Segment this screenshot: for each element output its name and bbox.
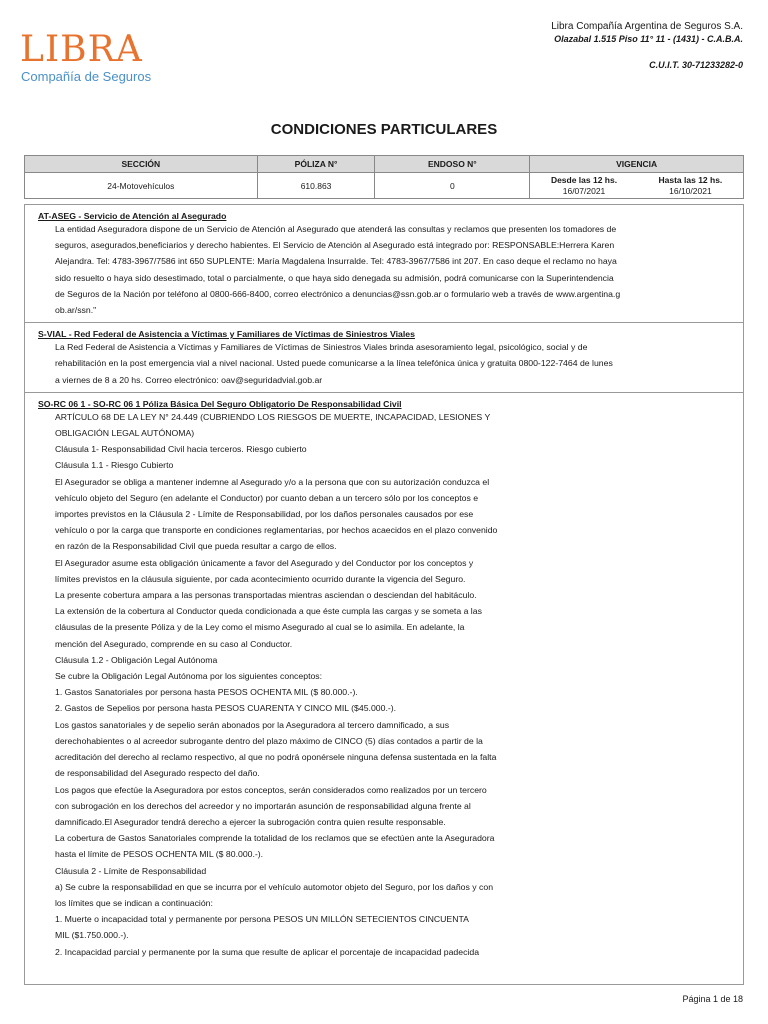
hasta-label: Hasta las 12 hs. [658, 174, 723, 185]
text-line: El Asegurador asume esta obligación únicamente a favor del Asegurado y del Conductor por los conceptos y [55, 557, 474, 568]
text-line: MIL ($1.750.000.-). [55, 930, 129, 941]
text-line: La cobertura de Gastos Sanatoriales comprende la totalidad de los reclamos que se efectúen ante la Aseguradora [55, 833, 495, 844]
text-line: Los pagos que efectúe la Aseguradora por estos conceptos, serán considerados como realizados por un tercero [55, 784, 487, 795]
header-poliza: PÓLIZA N° [257, 156, 375, 173]
text-line: rehabilitación en la post emergencia vial a nivel nacional. Usted puede comunicarse a la línea telefónica única y gratuita 0800-122-7464 de lunes [55, 358, 613, 369]
text-line: Cláusula 1.1 - Riesgo Cubierto [55, 460, 174, 471]
desde-label: Desde las 12 hs. [550, 174, 618, 185]
company-cuit: C.U.I.T. 30-71233282-0 [649, 60, 743, 70]
cell-poliza: 610.863 [257, 173, 375, 199]
text-line: mención del Asegurado, comprende en su caso al Conductor. [55, 638, 293, 649]
policy-table-header-row [25, 156, 744, 173]
logo-wordmark: LIBRA [20, 29, 143, 70]
section-title: SO-RC 06 1 - SO-RC 06 1 Póliza Básica Del Seguro Obligatorio De Responsabilidad Civil [38, 398, 402, 409]
page-title: CONDICIONES PARTICULARES [270, 121, 498, 138]
section-title: S-VIAL - Red Federal de Asistencia a Víctimas y Familiares de Víctimas de Siniestros Viales [38, 329, 415, 340]
text-line: a) Se cubre la responsabilidad en que se incurra por el vehículo automotor objeto del Seguro, por los daños y con [55, 881, 494, 892]
text-line: hasta el límite de PESOS OCHENTA MIL ($ 80.000.-). [55, 849, 264, 860]
text-line: 2. Incapacidad parcial y permanente por la suma que resulte de aplicar el porcentaje de incapacidad padecida [55, 946, 480, 957]
text-line: Cláusula 1.2 - Obligación Legal Autónoma [55, 654, 218, 665]
text-line: cláusulas de la presente Póliza y de la Ley como el mismo Asegurado al cual se lo asimila. En adelante, la [55, 622, 465, 633]
section-body [25, 339, 743, 388]
text-line: 1. Muerte o incapacidad total y permanente por persona PESOS UN MILLÓN SETECIENTOS CINCUENTA [55, 914, 469, 925]
text-line: derechohabientes o al acreedor subrogante dentro del plazo máximo de CINCO (5) días contados a partir de la [55, 735, 483, 746]
text-line: acreditación del derecho al reclamo respectivo, al que no podrá oponérsele ninguna defensa sustentada en la falta [55, 752, 497, 763]
section-s-vial [25, 322, 743, 388]
text-line: Alejandra. Tel: 4783-3967/7586 int 650 SUPLENTE: María Magdalena Insurralde. Tel: 4783-3967/7586 int 207. En caso deque el reclamo no haya [55, 256, 617, 267]
text-line: La Red Federal de Asistencia a Víctimas y Familiares de Víctimas de Siniestros Viales brinda asesoramiento legal, psicológico, social y de [55, 342, 588, 353]
conditions-content [24, 204, 744, 985]
section-at-aseg [25, 205, 743, 318]
vigencia-desde [551, 175, 617, 197]
section-body [25, 409, 743, 960]
text-line: a viernes de 8 a 20 hs. Correo electrónico: oav@seguridadvial.gob.ar [55, 374, 323, 385]
cell-endoso: 0 [375, 173, 530, 199]
company-name: Libra Compañía Argentina de Seguros S.A. [551, 21, 743, 32]
text-line: OBLIGACIÓN LEGAL AUTÓNOMA) [55, 428, 195, 439]
text-line: damnificado.El Asegurador tendrá derecho a ejercer la subrogación contra quien resulte responsable. [55, 816, 446, 827]
text-line: de responsabilidad del Asegurado respecto del daño. [55, 768, 260, 779]
text-line: La extensión de la cobertura al Conductor queda condicionada a que éste cumpla las cargas y se someta a las [55, 606, 482, 617]
header-vigencia: VIGENCIA [530, 156, 744, 173]
logo-subtitle: Compañía de Seguros [21, 69, 152, 84]
text-line: los límites que se indican a continuación: [55, 897, 213, 908]
text-line: El Asegurador se obliga a mantener indemne al Asegurado y/o a la persona que con su autorización conduzca el [55, 476, 490, 487]
text-line: ob.ar/ssn." [55, 305, 97, 316]
libra-logo [20, 30, 150, 90]
cell-seccion: 24-Motovehículos [25, 173, 258, 199]
text-line: Cláusula 2 - Límite de Responsabilidad [55, 865, 207, 876]
text-line: 1. Gastos Sanatoriales por persona hasta PESOS OCHENTA MIL ($ 80.000.-). [55, 687, 358, 698]
company-header [551, 20, 743, 70]
text-line: sido resuelto o haya sido desestimado, total o parcialmente, o que haya sido denegada su admisión, podrá comunicarse con la Superintendencia [55, 272, 614, 283]
text-line: Cláusula 1- Responsabilidad Civil hacia terceros. Riesgo cubierto [55, 444, 307, 455]
text-line: con subrogación en los derechos del acreedor y no importarán asunción de responsabilidad alguna frente al [55, 800, 471, 811]
company-address: Olazabal 1.515 Piso 11° 11 - (1431) - C.A.B.A. [554, 34, 743, 44]
cell-vigencia [530, 173, 744, 199]
text-line: de Seguros de la Nación por teléfono al 0800-666-8400, correo electrónico a denuncias@ssn.gob.ar o formulario web a través de www.argentina.g [55, 288, 621, 299]
page-number: Página 1 de 18 [682, 994, 743, 1004]
header-seccion: SECCIÓN [25, 156, 258, 173]
text-line: importes previstos en la Cláusula 2 - Límite de Responsabilidad, por los daños personales causados por ese [55, 509, 474, 520]
text-line: Se cubre la Obligación Legal Autónoma por los siguientes conceptos: [55, 671, 323, 682]
section-title: AT-ASEG - Servicio de Atención al Asegurado [38, 211, 227, 221]
text-line: ARTÍCULO 68 DE LA LEY N° 24.449 (CUBRIENDO LOS RIESGOS DE MUERTE, INCAPACIDAD, LESIONES Y [55, 411, 491, 422]
text-line: límites previstos en la cláusula siguiente, por cada acontecimiento ocurrido durante la vigencia del Seguro. [55, 573, 466, 584]
header-endoso: ENDOSO N° [375, 156, 530, 173]
text-line: seguros, asegurados,beneficiarios y derecho habientes. El Servicio de Atención al Asegurado está integrado por: RESPONSABLE:Herrera Karen [55, 240, 615, 251]
text-line: La entidad Aseguradora dispone de un Servicio de Atención al Asegurado que atenderá las consultas y reclamos que presenten los tomadores de [55, 224, 617, 234]
hasta-date: 16/10/2021 [669, 185, 712, 196]
desde-date: 16/07/2021 [562, 185, 606, 196]
policy-table [24, 155, 744, 199]
text-line: Los gastos sanatoriales y de sepelio serán abonados por la Aseguradora al tercero damnificado, a sus [55, 719, 450, 730]
text-line: 2. Gastos de Sepelios por persona hasta PESOS CUARENTA Y CINCO MIL ($45.000.-). [55, 703, 397, 714]
section-body [25, 221, 743, 318]
text-line: en razón de la Responsabilidad Civil que pueda resultar a cargo de ellos. [55, 541, 337, 552]
text-line: vehículo objeto del Seguro (en adelante el Conductor) por cuanto deban a un tercero sólo por los conceptos e [55, 492, 479, 503]
text-line: La presente cobertura ampara a las personas transportadas mientras asciendan o desciendan del habitáculo. [55, 590, 477, 601]
policy-table-row [25, 173, 744, 199]
text-line: vehículo o por la carga que transporte en condiciones reglamentarias, por hechos acaecidos en el plazo convenido [55, 525, 498, 536]
section-so-rc [25, 392, 743, 960]
vigencia-hasta [659, 175, 723, 197]
